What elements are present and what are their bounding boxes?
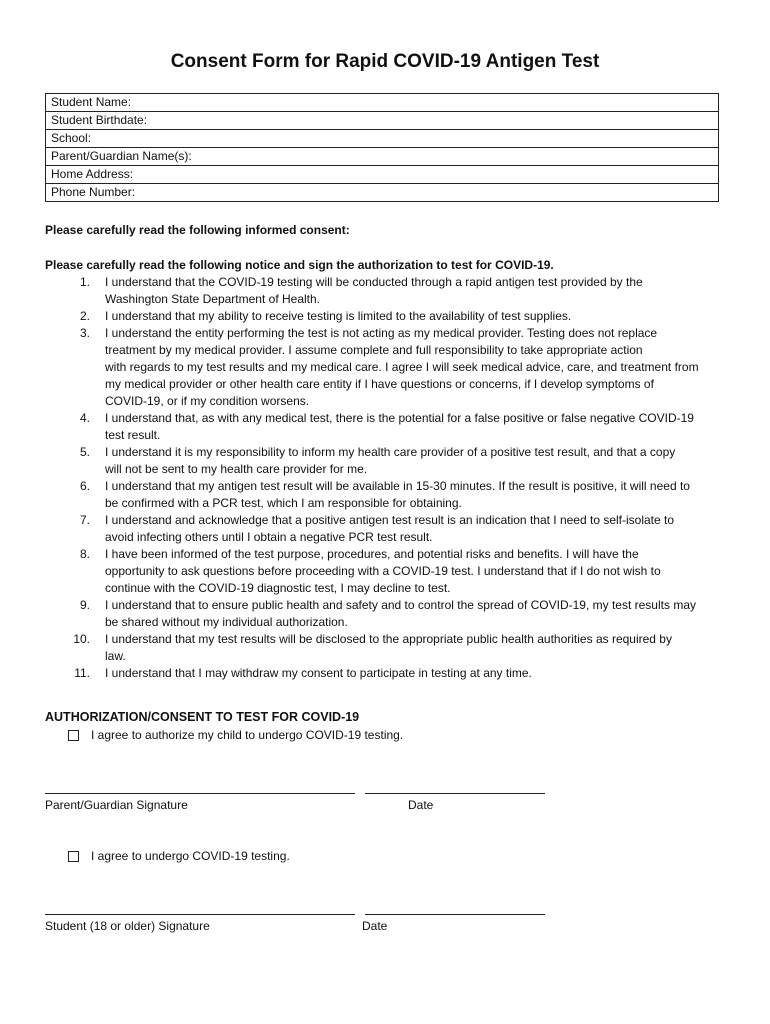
term-number: 4. [79,411,90,425]
parent-consent-label: I agree to authorize my child to undergo COVID-19 testing. [91,728,404,742]
parent-signature-line[interactable] [45,793,355,794]
term-item [45,444,725,478]
info-label: Student Name: [46,94,719,112]
notice-heading: Please carefully read the following notice and sign the authorization to test for COVID-19. [45,258,554,272]
parent-date-line[interactable] [365,793,545,794]
term-text-line: Washington State Department of Health. [105,292,321,306]
student-consent-label: I agree to undergo COVID-19 testing. [91,849,290,863]
info-row-home-address[interactable] [46,166,719,184]
term-text-line: be confirmed with a PCR test, which I am responsible for obtaining. [105,496,462,510]
term-number: 1. [79,275,90,289]
info-row-parent-guardian[interactable] [46,148,719,166]
term-number: 7. [79,513,90,527]
info-label: Student Birthdate: [46,112,719,130]
term-item [45,478,725,512]
term-text-line: law. [105,649,126,663]
term-number: 3. [79,326,90,340]
term-text-line: test result. [105,428,161,442]
term-item [45,546,725,597]
term-text-line: COVID-19, or if my condition worsens. [105,394,310,408]
term-number: 6. [79,479,90,493]
term-item [45,325,725,410]
info-label: Phone Number: [46,184,719,202]
term-item [45,597,725,631]
info-row-school[interactable] [46,130,719,148]
term-text-line: avoid infecting others until I obtain a negative PCR test result. [105,530,433,544]
info-row-student-birthdate[interactable] [46,112,719,130]
term-text-line: I understand that, as with any medical test, there is the potential for a false positive or false negative COVID-19 [105,411,694,425]
term-number: 11. [74,666,90,680]
terms-list [45,274,725,682]
student-date-line[interactable] [365,914,545,915]
term-item [45,665,725,682]
page-title: Consent Form for Rapid COVID-19 Antigen Test [170,51,600,72]
parent-date-label: Date [408,798,434,812]
term-text-line: my medical provider or other health care entity if I have questions or concerns, if I develop symptoms of [105,377,654,391]
student-consent-checkbox[interactable] [68,851,79,862]
parent-consent-checkbox[interactable] [68,730,79,741]
student-consent-row [68,848,290,865]
student-signature-label: Student (18 or older) Signature [45,919,210,933]
term-item [45,512,725,546]
intro-heading: Please carefully read the following informed consent: [45,223,350,237]
term-text-line: I understand the entity performing the test is not acting as my medical provider. Testing does not replace [105,326,658,340]
student-signature-line[interactable] [45,914,355,915]
term-number: 5. [79,445,90,459]
term-text-line: I understand that my antigen test result will be available in 15-30 minutes. If the result is positive, it will need to [105,479,690,493]
term-text-line: with regards to my test results and my medical care. I agree I will seek medical advice, care, and treatment from [105,360,699,374]
term-number: 9. [79,598,90,612]
term-text-line: I understand it is my responsibility to inform my health care provider of a positive test result, and that a copy [105,445,676,459]
term-item [45,274,725,308]
term-text-line: opportunity to ask questions before proceeding with a COVID-19 test. I understand that if I do not wish to [105,564,661,578]
term-text-line: be shared without my individual authorization. [105,615,348,629]
term-text-line: I understand that I may withdraw my consent to participate in testing at any time. [105,666,532,680]
info-row-student-name[interactable] [46,94,719,112]
term-text-line: treatment by my medical provider. I assume complete and full responsibility to take appropriate action [105,343,643,357]
term-item [45,410,725,444]
term-item [45,631,725,665]
term-text-line: I have been informed of the test purpose, procedures, and potential risks and benefits. I will have the [105,547,639,561]
info-label: School: [46,130,719,148]
term-number: 8. [79,547,90,561]
info-label: Home Address: [46,166,719,184]
student-info-table [45,93,719,202]
term-number: 2. [79,309,90,323]
term-text-line: continue with the COVID-19 diagnostic test, I may decline to test. [105,581,451,595]
authorization-heading: AUTHORIZATION/CONSENT TO TEST FOR COVID-19 [45,710,360,724]
term-text-line: I understand that my ability to receive testing is limited to the availability of test supplies. [105,309,572,323]
parent-signature-label: Parent/Guardian Signature [45,798,188,812]
info-row-phone-number[interactable] [46,184,719,202]
term-text-line: I understand that to ensure public health and safety and to control the spread of COVID-19, my test results may [105,598,696,612]
term-text-line: will not be sent to my health care provider for me. [105,462,368,476]
term-item [45,308,725,325]
info-label: Parent/Guardian Name(s): [46,148,719,166]
term-text-line: I understand that my test results will be disclosed to the appropriate public health authorities as required by [105,632,672,646]
term-text-line: I understand that the COVID-19 testing will be conducted through a rapid antigen test provided by the [105,275,643,289]
student-date-label: Date [362,919,388,933]
term-text-line: I understand and acknowledge that a positive antigen test result is an indication that I need to self-isolate to [105,513,675,527]
term-number: 10. [73,632,90,646]
parent-consent-row [68,727,403,744]
